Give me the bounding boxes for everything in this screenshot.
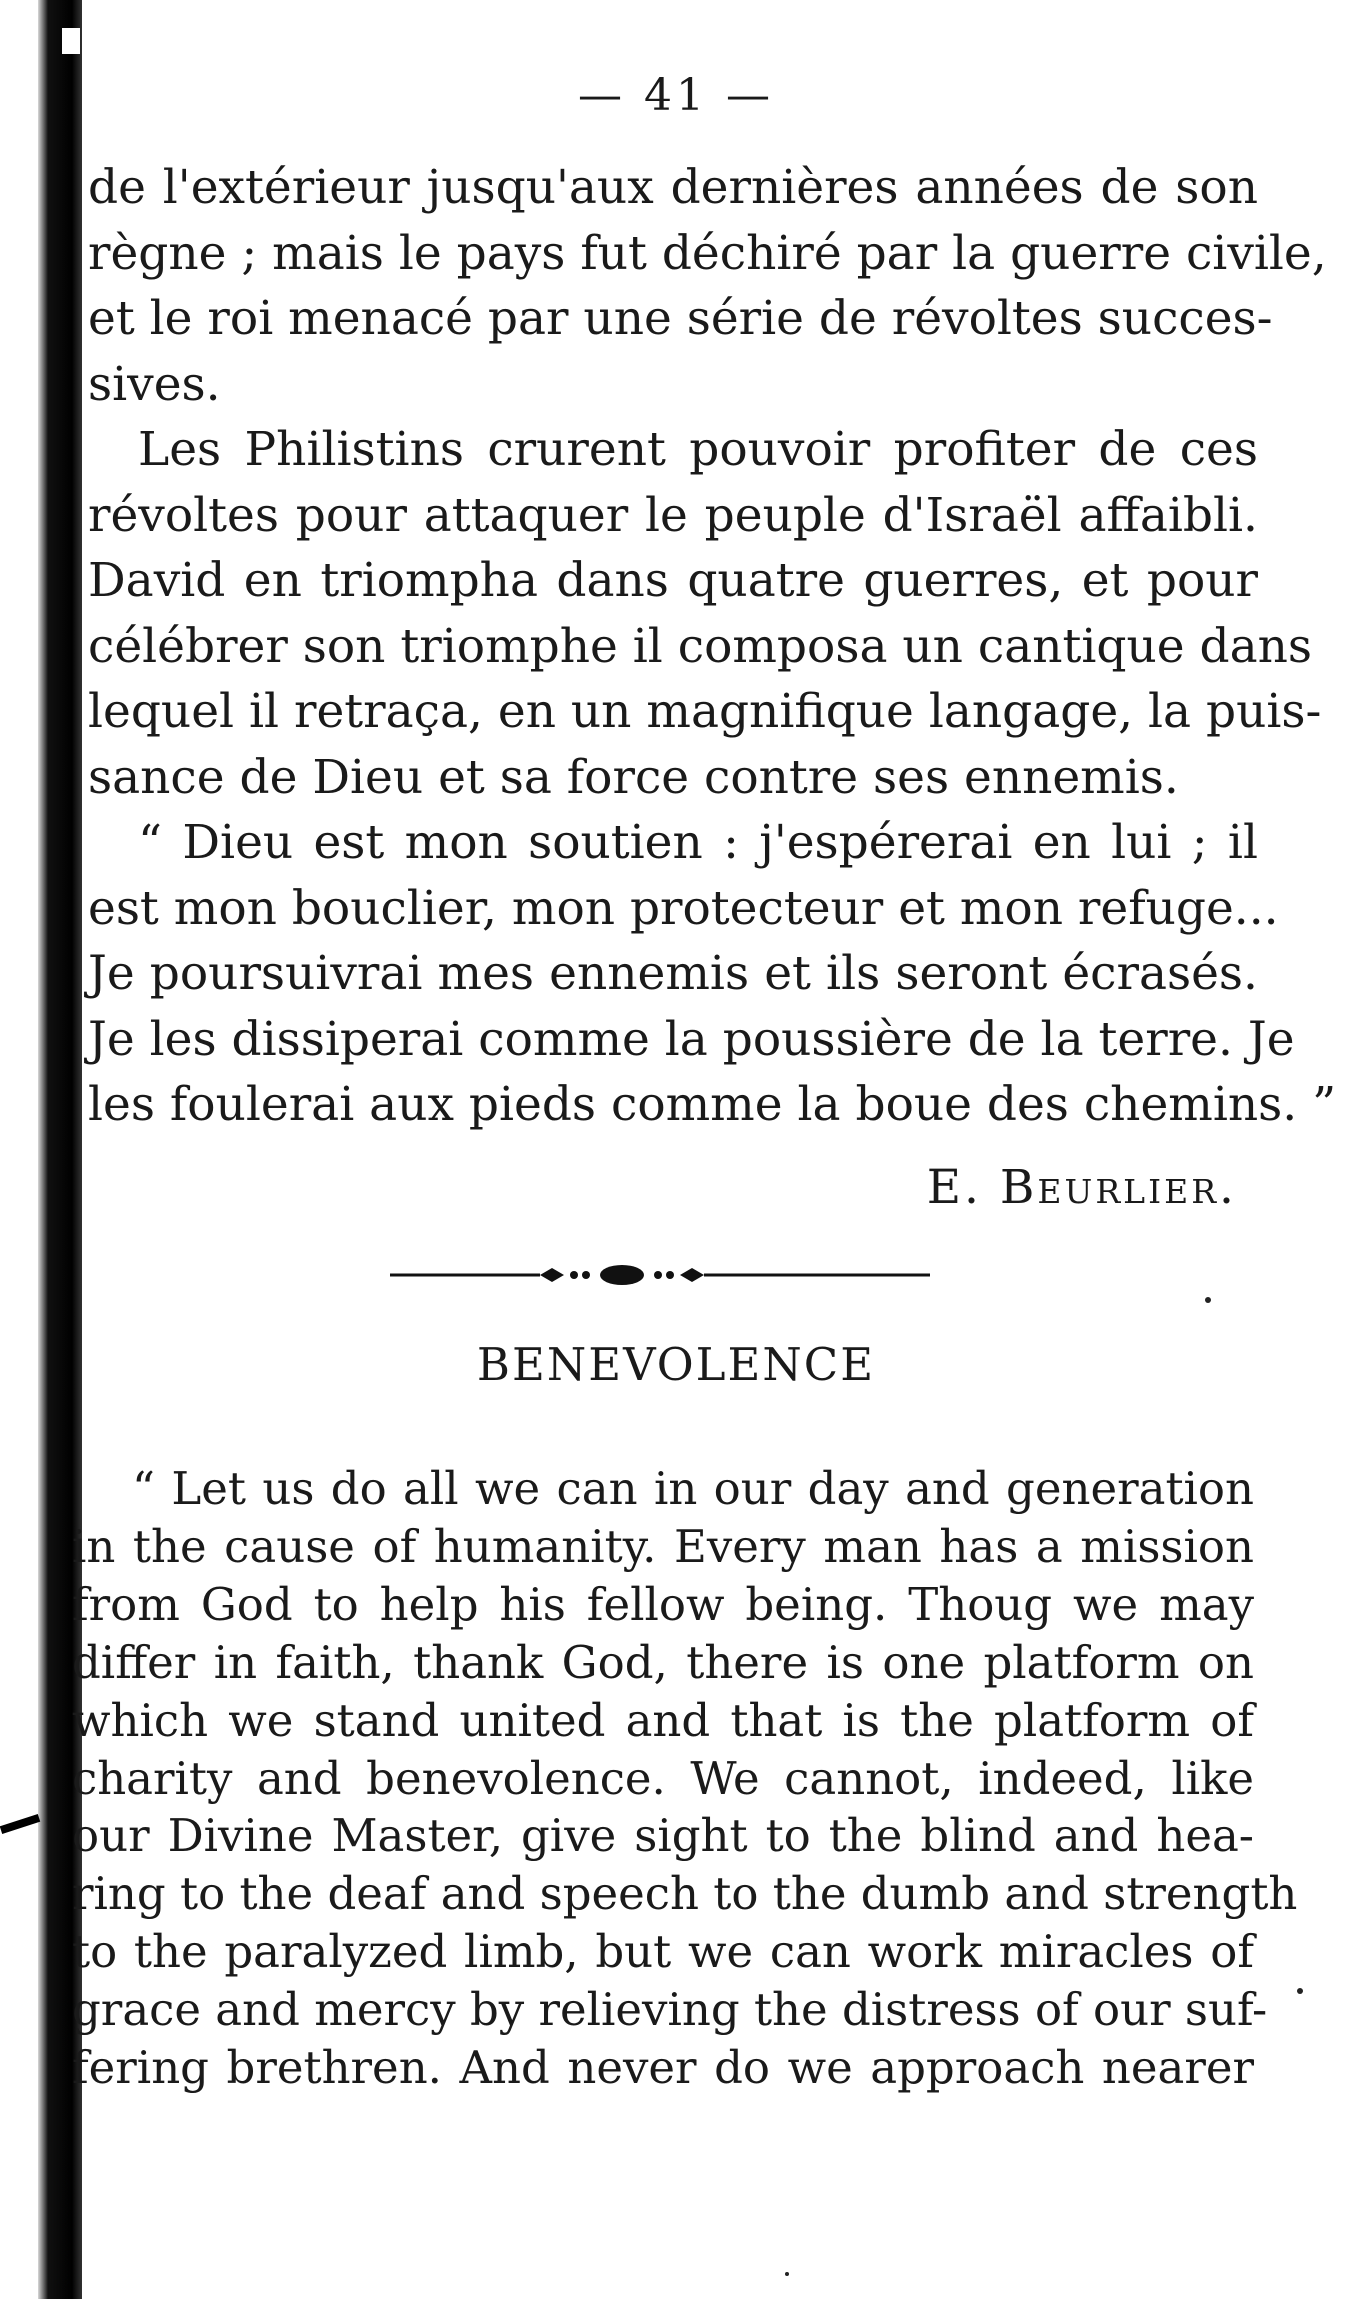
text-line: et le roi menacé par une série de révoltes succes- [88,291,1273,346]
text-line: Les Philistins crurent pouvoir profiter de ces [138,422,1258,477]
text-line: célébrer son triomphe il composa un cantique dans [88,618,1313,674]
text-line: our Divine Master, give sight to the blind and hea- [72,1809,1254,1863]
text-line: sives. [88,356,221,412]
print-speck [1205,1297,1211,1303]
binding-mark [0,1814,40,1834]
quote-line: Je poursuivrai mes ennemis et ils seront écrasés. [88,946,1258,1001]
text-line: de l'extérieur jusqu'aux dernières années de son [88,160,1258,215]
french-passage [88,155,1337,1138]
english-passage [72,1460,1298,2097]
print-speck [785,2272,789,2276]
text-line: lequel il retraça, en un magnifique langage, la puis- [88,684,1322,739]
text-line: to the paralyzed limb, but we can work miracles of [72,1925,1254,1979]
text-line: from God to help his fellow being. Thoug we may [72,1577,1254,1631]
text-line: charity and benevolence. We cannot, indeed, like [72,1751,1254,1805]
text-line: in the cause of humanity. Every man has a mission [72,1519,1254,1573]
text-line: differ in faith, thank God, there is one platform on [72,1635,1254,1689]
text-line: révoltes pour attaquer le peuple d'Israël affaibli. [88,487,1258,543]
text-line: David en triompha dans quatre guerres, et pour [88,553,1258,608]
text-line: sance de Dieu et sa force contre ses ennemis. [88,749,1179,805]
quote-line: les foulerai aux pieds comme la boue des chemins. ” [88,1077,1337,1132]
text-line: règne ; mais le pays fut déchiré par la guerre civile, [88,225,1327,281]
print-speck [1297,1988,1303,1994]
section-divider-ornament [390,1255,930,1295]
text-line: fering brethren. And never do we approach nearer [72,2041,1254,2095]
author-signature: E. Beurlier. [926,1160,1237,1215]
binding-notch [62,28,80,54]
quote-line: Je les dissiperai comme la poussière de la terre. Je [88,1011,1295,1067]
text-line: “ Let us do all we can in our day and generation [132,1462,1254,1515]
quote-line: est mon bouclier, mon protecteur et mon refuge... [88,880,1279,936]
text-line: grace and mercy by relieving the distress of our suf- [72,1983,1268,2037]
text-line: which we stand united and that is the platform of [72,1693,1254,1747]
page-number: — 41 — [578,70,774,121]
quote-line: “ Dieu est mon soutien : j'espérerai en lui ; il [138,815,1258,870]
section-title: BENEVOLENCE [476,1338,876,1391]
text-line: ring to the deaf and speech to the dumb and strength [72,1867,1298,1921]
